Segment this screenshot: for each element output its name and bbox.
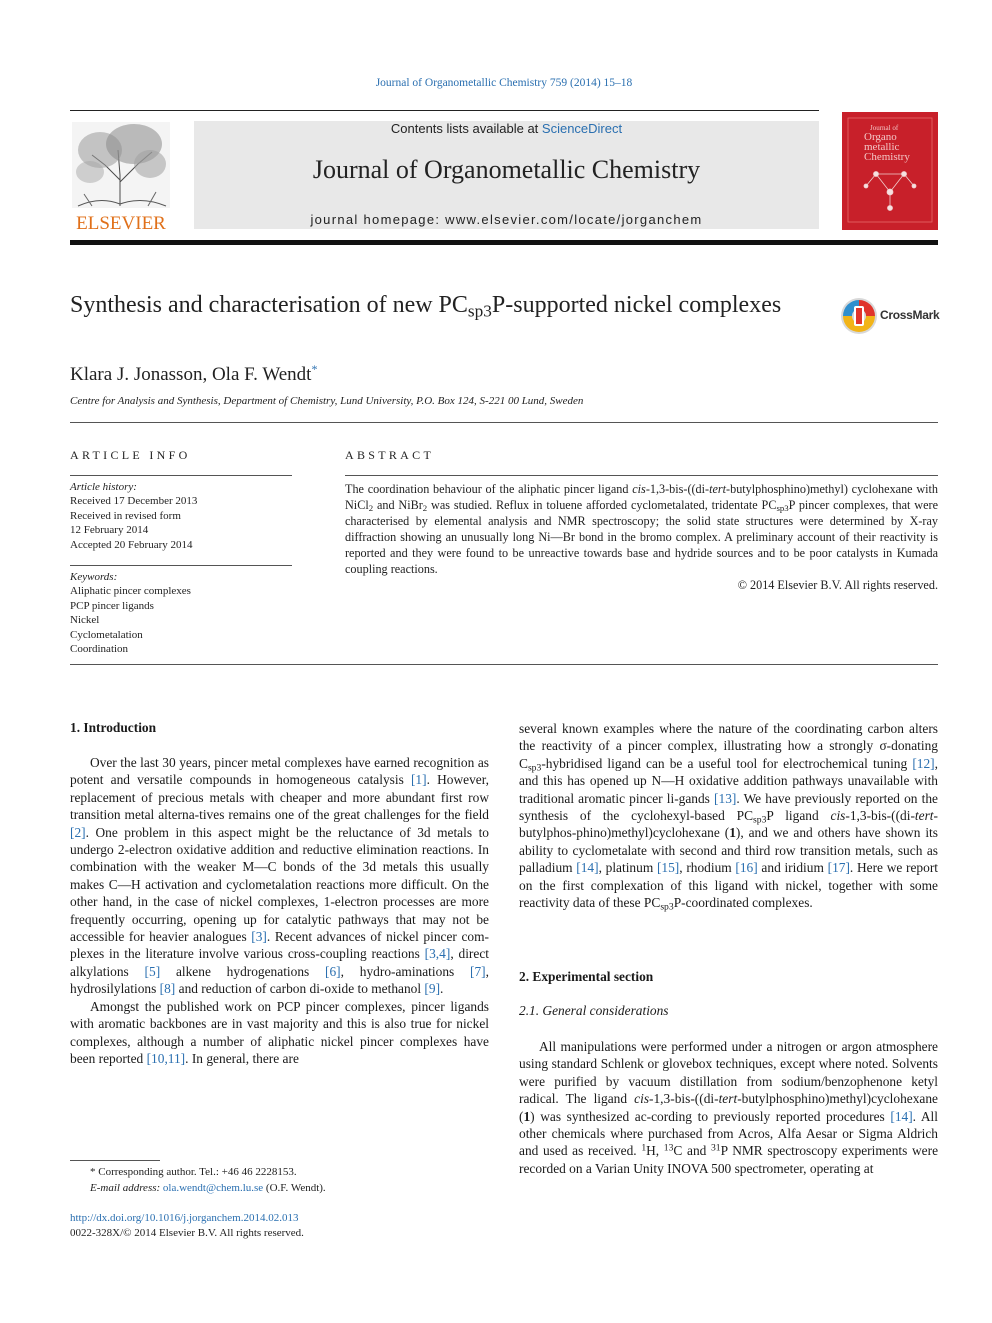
issn-line: 0022-328X/© 2014 Elsevier B.V. All rights reserved. <box>70 1227 304 1240</box>
history-label: Article history: <box>70 481 137 493</box>
authors: Klara J. Jonasson, Ola F. Wendt* <box>70 362 318 385</box>
section-heading-introduction: 1. Introduction <box>70 720 157 735</box>
crossmark-icon <box>841 298 877 334</box>
body-column-left <box>70 754 489 1067</box>
email-line: E-mail address: ola.wendt@chem.lu.se (O.F. Wendt). <box>90 1181 326 1194</box>
article-title: Synthesis and characterisation of new $PC_{sp3}P$-supported nickel complexes <box>70 292 782 321</box>
history-item: Received in revised form <box>70 509 181 522</box>
elsevier-tree-icon <box>72 122 170 208</box>
elsevier-logo <box>70 120 172 232</box>
svg-text:Chemistry: Chemistry <box>864 151 910 163</box>
keywords-label: Keywords: <box>70 571 118 583</box>
keywords <box>70 570 292 656</box>
divider <box>70 422 938 423</box>
article-info-heading: ARTICLE INFO <box>70 448 191 462</box>
svg-text:Organo: Organo <box>864 131 897 143</box>
body-column-right <box>519 720 938 911</box>
keyword-item: Cyclometalation <box>70 628 143 641</box>
citation-link[interactable]: [7] <box>470 963 486 979</box>
history-item: Accepted 20 February 2014 <box>70 538 193 551</box>
citation-link[interactable]: [6] <box>325 963 341 979</box>
section-heading-experimental: 2. Experimental section <box>519 969 654 984</box>
paragraph: several known examples where the nature of the coordinating carbon alters the reactivity of a pincer complex, illustrating how a strongly σ-donating $C_{sp3}$-hybridised ligand can be a useful tool for electrochemical tuning [12], and this has opened up N—H oxidative addition pathways unavailable with traditional aromatic pincer li-gands [13]. We have previously reported on the synthesis of the cyclohexyl-based $PC_{sp3}P$ ligand cis-1,3-bis-((di-tert-butylphos-phino)methyl)cyclohexane (1), and we and others have shown its ability to cyclometalate with second and third row transition metals, such as palladium [14], platinum [15], rhodium [16] and iridium [17]. Here we report on the first complexation of this ligand with nickel, together with some reactivity data of these $PC_{sp3}P$-coordinated complexes. <box>519 721 938 913</box>
citation-link[interactable]: [16] <box>735 860 758 876</box>
journal-title: Journal of Organometallic Chemistry <box>312 155 701 184</box>
header-thick-rule <box>70 240 938 245</box>
citation-link[interactable]: [14] <box>576 860 599 876</box>
abstract-copyright: © 2014 Elsevier B.V. All rights reserved. <box>737 578 938 592</box>
keyword-item: Aliphatic pincer complexes <box>70 585 191 598</box>
footnote <box>70 1165 326 1196</box>
divider <box>70 664 938 665</box>
contents-line <box>194 121 819 136</box>
citation-link[interactable]: [14] <box>890 1108 913 1124</box>
keyword-item: Nickel <box>70 614 100 627</box>
citation-link[interactable]: [8] <box>159 981 176 997</box>
elsevier-wordmark: ELSEVIER <box>76 213 166 232</box>
citation-link[interactable]: [10,11] <box>146 1050 186 1066</box>
divider <box>345 475 938 476</box>
citation-link[interactable]: [13] <box>714 790 737 806</box>
citation-link[interactable]: [3] <box>251 929 267 945</box>
svg-text:metallic: metallic <box>864 141 900 153</box>
paragraph: Over the last 30 years, pincer metal complexes have earned recognition as potent and versatile compounds in homogeneous catalysis [1]. However, replacement of precious metals with cheaper and more abundant first row transition metal alterna-tives remains one of the great challenges for the field [2]. One problem in this aspect might be the reluctance of 3d metals to undergo 2-electron oxidative addition and reductive elimination reactions. In combination with the weaker M—C bonds of the 3d metals this usually makes C—H activation and cyclometalation reactions more difficult. On the other hand, in the case of nickel complexes, 1-electron processes are more frequently occurring, opening up for catalytic pathways that may not be accessible for heavier analogues [3]. Recent advances of nickel pincer com-plexes in the literature involve various cross-coupling reactions [3,4], direct alkylations [5] alkene hydrogenations [6], hydro-aminations [7], hydrosilylations [8] and reduction of carbon di-oxide to methanol [9]. <box>70 755 489 997</box>
abstract-heading: ABSTRACT <box>345 448 435 462</box>
citation-link[interactable]: [12] <box>912 755 935 771</box>
corresponding-author-note: * Corresponding author. Tel.: +46 46 2228153. <box>90 1166 297 1178</box>
affiliation: Centre for Analysis and Synthesis, Department of Chemistry, Lund University, P.O. Box 124, S-221 00 Lund, Sweden <box>70 395 584 407</box>
citation-link[interactable]: [17] <box>827 860 850 876</box>
doi-link[interactable]: http://dx.doi.org/10.1016/j.jorganchem.2014.02.013 <box>70 1212 299 1224</box>
keyword-item: Coordination <box>70 643 129 656</box>
corresponding-author-mark[interactable]: * <box>311 362 318 376</box>
header-rule <box>70 110 819 111</box>
history-item: 12 February 2014 <box>70 524 149 537</box>
citation-link[interactable]: [9] <box>424 981 441 997</box>
journal-homepage[interactable]: journal homepage: www.elsevier.com/locate/jorganchem <box>310 212 703 227</box>
article-history <box>70 480 292 552</box>
paragraph: All manipulations were performed under a nitrogen or argon atmosphere using standard Schlenk or glovebox techniques, except where noted. Solvents were purified by vacuum distillation from sodium/benzophenone ketyl radical. The ligand cis-1,3-bis-((di-tert-butylphosphino)methyl)cyclohexane (1) was synthesized ac-cording to previously reported procedures [14]. All other chemicals where purchased from Acros, Alfa Aesar or Sigma Aldrich and used as received. $^1$H, $^{13}$C and $^{31}$P NMR spectroscopy experiments were recorded on a Varian Unity INOVA 500 spectrometer, operating at <box>519 1039 939 1176</box>
divider <box>70 565 292 566</box>
history-item: Received 17 December 2013 <box>70 495 198 508</box>
citation-link[interactable]: [2] <box>70 824 86 840</box>
subsection-heading-general: 2.1. General considerations <box>519 1003 669 1018</box>
email-link[interactable]: ola.wendt@chem.lu.se <box>162 1181 264 1194</box>
crossmark-label[interactable]: CrossMark <box>880 308 940 322</box>
paragraph: Amongst the published work on PCP pincer complexes, pincer ligands with aromatic backbones are in vast majority and this is also true for nickel complexes, although a number of aliphatic nickel pincer complexes have been reported [10,11]. In general, there are <box>70 998 489 1066</box>
citation-link[interactable]: [1] <box>410 772 427 788</box>
keyword-item: PCP pincer ligands <box>70 599 154 612</box>
svg-text:Journal of: Journal of <box>870 124 899 132</box>
divider <box>70 475 292 476</box>
citation-link[interactable]: [3,4] <box>424 946 451 962</box>
journal-reference-link[interactable]: Journal of Organometallic Chemistry 759 (2014) 15–18 <box>375 77 633 89</box>
contents-prefix: Contents lists available at <box>390 121 542 136</box>
citation-link[interactable]: [5] <box>144 963 161 979</box>
abstract-text: The coordination behaviour of the aliphatic pincer ligand cis-1,3-bis-((di-tert-butylphosphino)methyl) cyclohexane with NiCl$_2$ and NiBr$_2$ was studied. Reflux in toluene afforded cyclometalated, tridentate $PC_{sp3}P$ pincer complexes, that were characterised by elemental analysis and NMR spectroscopy; the solid state structures were determined by X-ray diffraction showing an unusually long Ni—Br bond in the bromo complex. A preliminary account of their reactivity is reported and they were found to be unreactive towards base and hydride sources and to be poor catalysts in Kumada coupling reactions. <box>345 482 938 576</box>
sciencedirect-link[interactable]: ScienceDirect <box>541 121 623 136</box>
doi-block <box>70 1211 304 1242</box>
journal-cover-thumbnail <box>842 112 938 230</box>
citation-link[interactable]: [15] <box>656 860 680 876</box>
body-column-right-lower <box>519 1038 938 1177</box>
footnote-rule <box>70 1160 160 1161</box>
